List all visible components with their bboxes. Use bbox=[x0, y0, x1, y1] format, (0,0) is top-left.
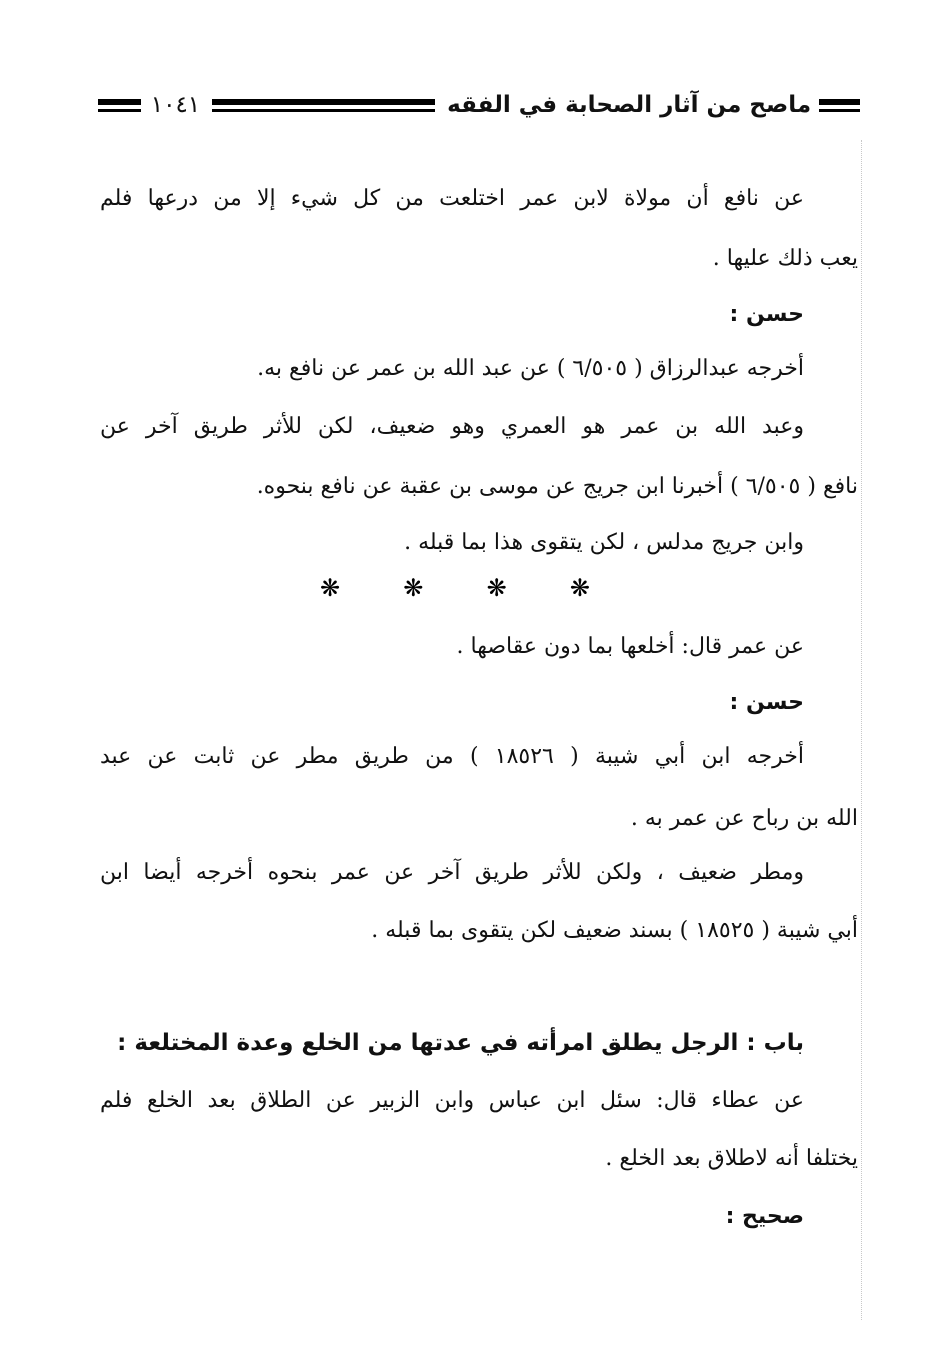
star-ornament: ❋ bbox=[486, 574, 507, 602]
grade-label: حسن : bbox=[729, 302, 804, 327]
text-line: أخرجه عبدالرزاق ( ٦/٥٠٥ ) عن عبد الله بن عمر عن نافع به. bbox=[257, 356, 804, 381]
text-line: يعب ذلك عليها . bbox=[712, 246, 858, 271]
text-line: أبي شيبة ( ١٨٥٢٥ ) بسند ضعيف لكن يتقوى بما قبله . bbox=[371, 918, 858, 943]
section-separator bbox=[320, 574, 590, 602]
text-line: عن نافع أن مولاة لابن عمر اختلعت من كل شيء إلا من درعها فلم bbox=[100, 186, 804, 211]
header-rule-right bbox=[819, 99, 860, 112]
star-ornament: ❋ bbox=[403, 574, 424, 602]
text-line: ومطر ضعيف ، ولكن للأثر طريق آخر عن عمر بنحوه أخرجه أيضا ابن bbox=[100, 860, 804, 885]
margin-guide bbox=[859, 140, 862, 1320]
text-line: عن عمر قال: أخلعها بما دون عقاصها . bbox=[456, 634, 804, 659]
text-line: الله بن رباح عن عمر به . bbox=[630, 806, 858, 831]
text-line: نافع ( ٦/٥٠٥ ) أخبرنا ابن جريج عن موسى بن عقبة عن نافع بنحوه. bbox=[256, 474, 858, 499]
grade-label: حسن : bbox=[729, 690, 804, 715]
header-rule-middle bbox=[212, 99, 435, 112]
text-line: وعبد الله بن عمر هو العمري وهو ضعيف، لكن للأثر طريق آخر عن bbox=[100, 414, 804, 439]
star-ornament: ❋ bbox=[320, 574, 341, 602]
header-title: ماصح من آثار الصحابة في الفقه bbox=[447, 92, 812, 118]
text-line: وابن جريج مدلس ، لكن يتقوى هذا بما قبله . bbox=[404, 530, 804, 555]
running-header bbox=[98, 84, 860, 126]
star-ornament: ❋ bbox=[569, 574, 590, 602]
chapter-heading: باب : الرجل يطلق امرأته في عدتها من الخلع وعدة المختلعة : bbox=[117, 1030, 804, 1056]
text-line: يختلفا أنه لاطلاق بعد الخلع . bbox=[605, 1146, 858, 1171]
page-number: ١٠٤١ bbox=[150, 92, 201, 118]
text-line: أخرجه ابن أبي شيبة ( ١٨٥٢٦ ) من طريق مطر عن ثابت عن عبد bbox=[100, 744, 804, 769]
text-line: عن عطاء قال: سئل ابن عباس وابن الزبير عن الطلاق بعد الخلع فلم bbox=[100, 1088, 804, 1113]
header-rule-left bbox=[98, 99, 141, 112]
grade-label: صحيح : bbox=[725, 1204, 804, 1229]
